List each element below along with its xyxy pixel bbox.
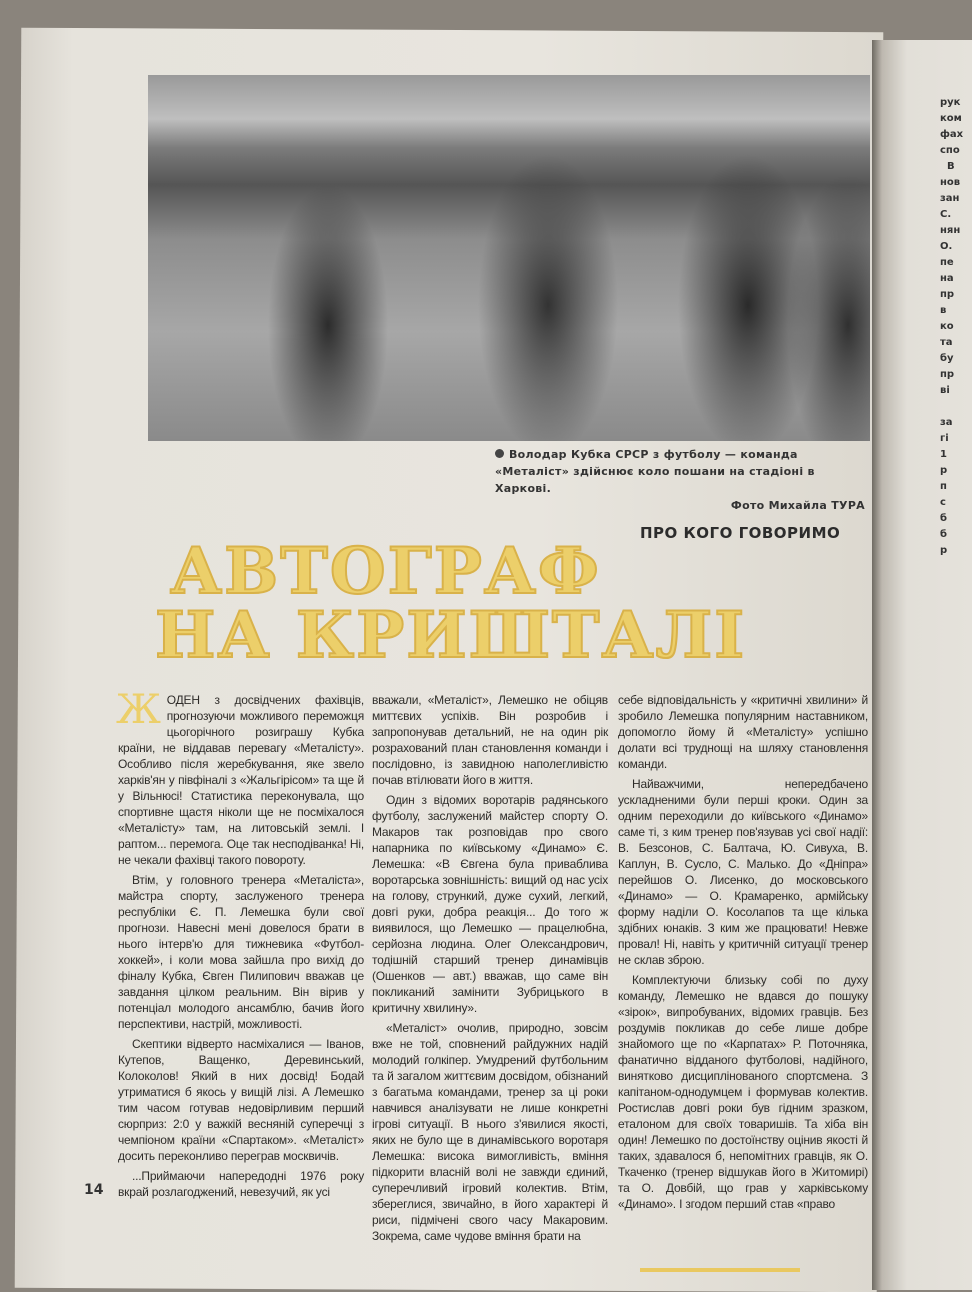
headline-line-1: АВТОГРАФ: [170, 534, 601, 609]
paragraph: Комплектуючи близьку собі по духу команду, Лемешко не вдався до пошуку «зірок», випробуваних, відомих гравців. Без роздумів покликав до себе лише добре знайомого ще по «Карпатах» Р. Поточняка, фанатично відданого футболові, надійного, винятково дисциплінованого спортсмена. З капітаном-однодумцем і формував колектив. Ростислав довгі роки був гідним зразком, еталоном для своїх товаришів. Та хіба він один! Лемешко по достоїнству оцінив якості й таких, здавалося б, непомітних гравців, як О. Ткаченко (тренер відшукав його в Житомирі) та О. Довбій, що грав у харківському «Динамо». І згодом перший став «право: [618, 973, 868, 1211]
paragraph: Найважчими, непередбачено ускладненими були перші кроки. Один за одним переходили до київського «Динамо» саме ті, з ким тренер пов'язував усі свої надії: В. Безсонов, С. Балтача, Ю. Сивуха, В. Каплун, В. Сусло, С. Малько. До «Дніпра» перейшов О. Лисенко, до московського «Динамо» — О. Крамаренко, армійську форму наділи О. Косолапов та ще кілька здібних юнаків. З ким же працювати! Невже провал! Ні, навіть у критичній ситуації тренер не склав зброю.: [618, 777, 868, 967]
paragraph: Скептики відверто насміхалися — Іванов, Кутепов, Ващенко, Деревинський, Колоколов! Який в них досвід! Бодай утриматися б якось у вищій лізі. А Лемешко тим часом готував недовірливим перший сюрприз: 2:0 у важкій весняній суперечці з чемпіоном країни «Спартаком». «Металіст» досить переконливо переграв москвичів.: [118, 1037, 364, 1163]
paragraph: [116, 687, 364, 868]
headline-line-2: НА КРИШТАЛІ: [155, 598, 747, 673]
article-headline: [155, 534, 747, 673]
drop-cap: Ж: [116, 687, 161, 733]
photo-caption: [495, 446, 865, 514]
paragraph: себе відповідальність у «критичні хвилини» й зробило Лемешка популярним наставником, допомогло йому й «Металісту» успішно долати всі труднощі на шляху становлення команди.: [618, 693, 868, 771]
page-number: 14: [84, 1182, 104, 1198]
article-column-2: [372, 692, 608, 1248]
section-rubric: ПРО КОГО ГОВОРИМО: [640, 524, 841, 542]
paragraph: вважали, «Металіст», Лемешко не обіцяв миттєвих успіхів. Він розробив і запропонував детальний, не на один рік розрахований план становлення команди і послідовно, із завидною наполегливістю почав втілювати його в життя.: [372, 693, 608, 787]
paragraph-text: ОДЕН з досвідчених фахівців, прогнозуючи можливого переможця цьогорічного розиграшу Кубка країни, не віддавав перевагу «Металісту». Особливо після жеребкування, яке звело харків'ян у півфіналі з «Жальгірісом» та ще й у Вільнюсі! Статистика переконувала, що спортивне щастя ніколи ще не посміхалося «Металісту» там, на литовській землі. І раптом... перемога. Оце так несподіванка! Ні, не чекали фахівці такого повороту.: [118, 693, 364, 867]
team-photo: [148, 75, 870, 441]
paragraph: Один з відомих воротарів радянського футболу, заслужений майстер спорту О. Макаров так розповідав про свого напарника по київському «Динамо» Є. Лемешка: «В Євгена була приваблива воротарська зовнішність: вищий од нас усіх на голову, стрункий, дуже сухий, легкий, довгі руки, добра реакція... До того ж виявилося, що Лемешко — працелюбна, серйозна людина. Олег Олександрович, тодішній старший тренер динамівців (Ошенков — авт.) вважав, що саме він покликаний замінити Зубрицького в критичну хвилину».: [372, 793, 608, 1015]
caption-text: Володар Кубка СРСР з футболу — команда «Металіст» здійснює коло пошани на стадіоні в Харкові.: [495, 448, 815, 495]
photo-credit: Фото Михайла ТУРА: [730, 499, 865, 512]
paragraph: Втім, у головного тренера «Металіста», майстра спорту, заслуженого тренера республіки Є. П. Лемешка були свої прогнози. Навесні мені довелося брати в нього інтерв'ю для тижневика «Футбол-хоккей», і коли мова зайшла про вихід до фіналу Кубка, Євген Пилипович вважав це завдання цілком реальним. Він вірив у потенціал молодого ансамблю, бачив його перспективи, настрій, можливості.: [118, 873, 364, 1031]
article-column-1: [116, 687, 364, 1204]
next-page-text: рук ком фах спо В нов зан С. нян О. пе на пр в ко та бу пр ві за гі 1 р п с б б р: [940, 97, 964, 556]
bullet-icon: [495, 449, 504, 458]
decorative-rule: [640, 1268, 800, 1272]
paragraph: ...Приймаючи напередодні 1976 року вкрай розлагоджений, невезучий, як усі: [118, 1169, 364, 1199]
paragraph: «Металіст» очолив, природно, зовсім вже не той, сповнений райдужних надій молодий голкіпер. Умудрений футбольним та й загалом життєвим досвідом, обізнаний з багатьма командами, тренер за ці роки навчився аналізувати не лише конкретні ігрові ситуації. В нього з'явилися якості, яких не було ще в динамівського воротаря Лемешка: висока вимогливість, вміння підкорити власній волі не завжди єдиний, суперечливий ігровий колектив. Втім, збереглися, звичайно, в його характері й риси, підмічені свого часу Макаровим. Зокрема, саме чудове вміння брати на: [372, 1021, 608, 1243]
article-column-3: [618, 692, 868, 1216]
